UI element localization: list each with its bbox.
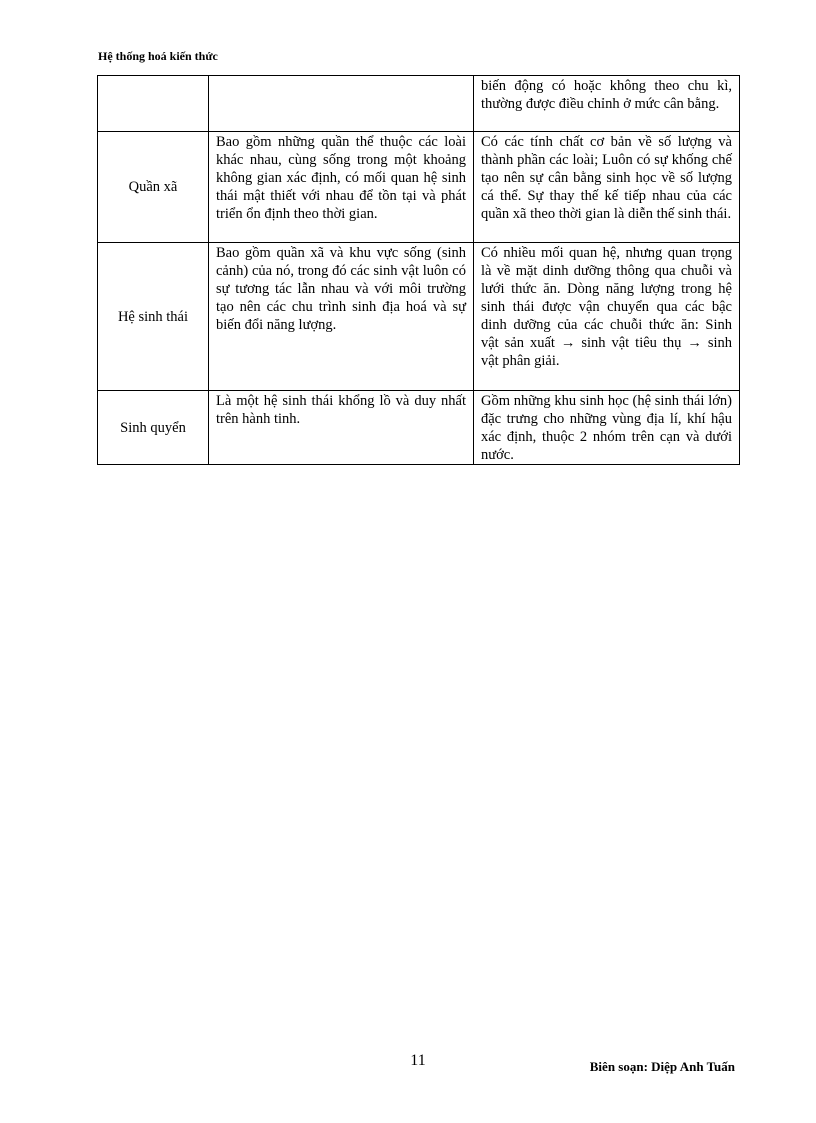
author-credit: Biên soạn: Diệp Anh Tuấn — [589, 1059, 735, 1074]
page-header: Hệ thống hoá kiến thức — [98, 49, 218, 63]
page-number: 11 — [410, 1052, 426, 1069]
table-row — [98, 391, 740, 465]
table-row — [98, 243, 740, 391]
description-cell: Bao gồm quần xã và khu vực sống (sinh cảnh) của nó, trong đó các sinh vật luôn có sự tương tác lẫn nhau và với môi trường tạo nên các chu trình sinh địa hoá và sự biến đổi năng lượng. — [209, 243, 474, 391]
features-cell: Gồm những khu sinh học (hệ sinh thái lớn) đặc trưng cho những vùng địa lí, khí hậu xác định, thuộc 2 nhóm trên cạn và dưới nước. — [474, 391, 740, 465]
knowledge-table — [97, 75, 740, 465]
features-cell: Có nhiều mối quan hệ, nhưng quan trọng là về mặt dinh dưỡng thông qua chuỗi và lưới thức ăn. Dòng năng lượng trong hệ sinh thái được vận chuyển qua các bậc dinh dưỡng của các chuỗi thức ăn: Sinh vật sản xuất → sinh vật tiêu thụ → sinh vật phân giải. — [474, 243, 740, 391]
table-row — [98, 132, 740, 243]
description-cell: Là một hệ sinh thái khổng lồ và duy nhất trên hành tinh. — [209, 391, 474, 465]
term-cell: Sinh quyển — [98, 391, 209, 465]
description-cell: Bao gồm những quần thể thuộc các loài khác nhau, cùng sống trong một khoảng không gian xác định, có mối quan hệ sinh thái mật thiết với nhau để tồn tại và phát triển ổn định theo thời gian. — [209, 132, 474, 243]
term-cell: Quần xã — [98, 132, 209, 243]
features-cell: biến động có hoặc không theo chu kì, thường được điều chỉnh ở mức cân bằng. — [474, 76, 740, 132]
features-cell: Có các tính chất cơ bản về số lượng và thành phần các loài; Luôn có sự khống chế tạo nên sự cân bằng sinh học về số lượng cá thể. Sự thay thế kế tiếp nhau của các quần xã theo thời gian là diễn thế sinh thái. — [474, 132, 740, 243]
description-cell — [209, 76, 474, 132]
term-cell — [98, 76, 209, 132]
term-cell: Hệ sinh thái — [98, 243, 209, 391]
table-row — [98, 76, 740, 132]
